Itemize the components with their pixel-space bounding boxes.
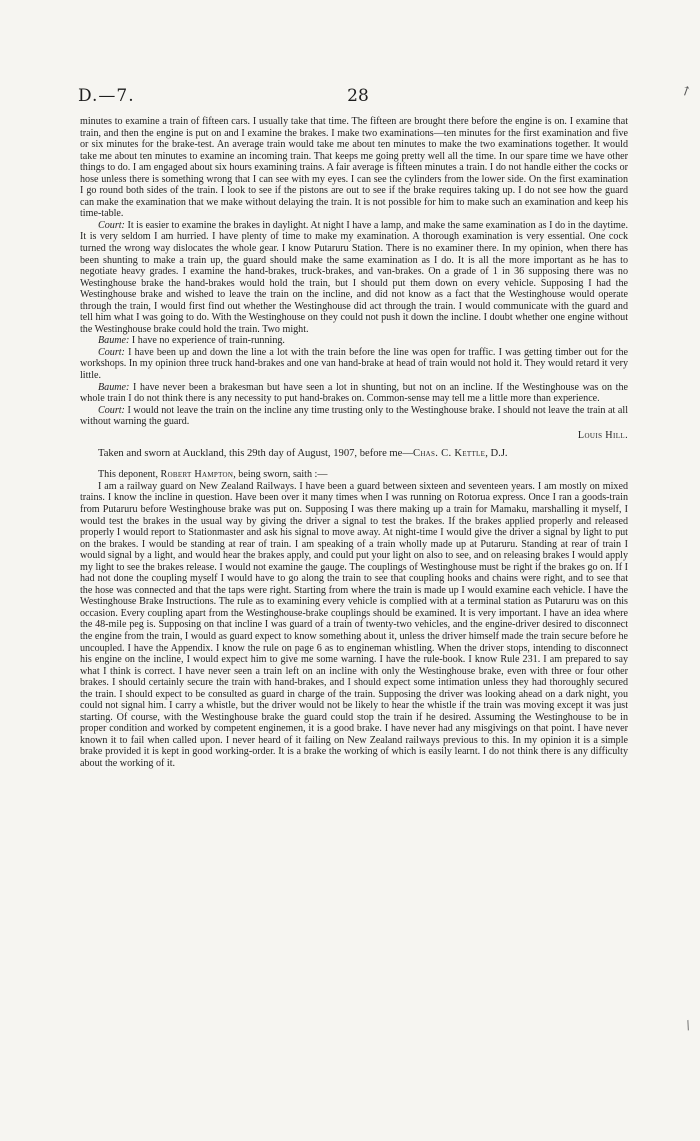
- deponent-introduction: This deponent, Robert Hampton, being sworn, saith :—: [98, 469, 328, 481]
- deponent-name: Robert Hampton: [160, 469, 234, 481]
- page-header: [78, 86, 638, 108]
- paragraph-court: Court: I would not leave the train on the incline any time trusting only to the Westinghouse brake. I should not leave the train at all without warning the guard.: [80, 404, 628, 428]
- paragraph-baume: Baume: I have never been a brakesman but have seen a lot in shunting, but not on an incline. If the Westinghouse was on the whole train I do not think there is any necessity to put hand-brakes on. Common-sense may tell me a little more than experience.: [80, 381, 628, 405]
- paragraph-continuation: minutes to examine a train of fifteen cars. I usually take that time. The fifteen are brought there before the engine is on. I examine that train, and then the engine is put on and I examine the brakes. I make two examinations—ten minutes for the first examination and five or six minutes for the brake-test. An average train would take me about ten minutes to make the two examinations together. It would take me about ten minutes to examine an incoming train. That keeps me going pretty well all the time. In our spare time we have other things to do. I am engaged about six hours examining trains. A fair average is fifteen minutes a train. I do not handle either the cocks or hose unless there is something wrong that I can see with my eyes. I can see the cylinders from the lower side. On the first examination I go round both sides of the train. I look to see if the pistons are out to see if the brake requires taking up. I do not see how the guard can make the examination that we make without delaying the train. It is not possible for him to make such an examination and keep his time-table.: [80, 116, 628, 220]
- edge-pencil-mark: ∕: [683, 1017, 693, 1033]
- page-number: 28: [347, 86, 369, 106]
- paragraph-court: Court: It is easier to examine the brakes in daylight. At night I have a lamp, and make the same examination as I do in the daytime. It is very seldom I am hurried. I have plenty of time to make my examination. A thorough examination is very essential. One cock turned the wrong way dislocates the whole gear. I know Putaruru Station. There is no examiner there. In my opinion, when there has been shunting to make a train up, the guard should make the same examination as I do. It is all the more important as he has to negotiate heavy grades. I examine the hand-brakes, truck-brakes, and van-brakes. On a grade of 1 in 36 supposing there was no Westinghouse brake the hand-brakes would hold the train, but I should put them down on every vehicle. Supposing I had the Westinghouse brake and wished to leave the train on the incline, and did not know as a fact that the Westinghouse would operate through the train, I would first find out whether the Westinghouse did act through the train. I would communicate with the guard and tell him what I was going to do. With the Westinghouse on they could not push it down the incline. I doubt whether one engine without the Westinghouse brake could hold the train. Two might.: [80, 219, 628, 335]
- speaker-label: Court:: [98, 219, 125, 231]
- sworn-statement: Taken and sworn at Auckland, this 29th day of August, 1907, before me—Chas. C. Kettle, D.J.: [98, 448, 508, 460]
- speaker-label: Court:: [98, 404, 125, 416]
- witness-signature: Louis Hill.: [577, 429, 628, 441]
- speaker-label: Court:: [98, 346, 125, 358]
- paragraph-testimony: I am a railway guard on New Zealand Railways. I have been a guard between sixteen and seventeen years. I am mostly on mixed trains. I know the incline in question. Have been over it many times when I was running on Rotorua express. Once I ran a goods-train from Putaruru before Westinghouse brake was put on. Supposing I was there making up a train for Mamaku, marshalling it myself, I would test the brakes in the usual way by giving the driver a signal to test the brakes. If the brakes applied properly and released properly I would report to Stationmaster and ask his signal to move away. At night-time I would give the driver a signal by light to put on the brakes. I would be standing at rear of train. I am speaking of a train wholly made up at Putaruru. Standing at rear of train I would signal by a light, and would hear the brakes apply, and could put your light on also to see, and on releasing brakes I would apply my light to see the brakes release. I would not examine the gauge. The couplings of Westinghouse must be right if the brakes go on. If I had not done the coupling myself I would have to go along the train to see that coupling hooks and chains were right, and to see that the hose was connected and that the taps were right. Starting from where the train is made up I would examine each vehicle. I have the Westinghouse Brake Instructions. The rule as to examining every vehicle is complied with at a terminal station as Putaruru was on this occasion. Every coupling apart from the Westinghouse-brake couplings should be examined. It is very important. I have an idea where the 48-mile peg is. Supposing on that incline I was guard of a train of twenty-two vehicles, and the engine-driver desired to disconnect the engine from the train, I would as guard expect to know something about it, unless the driver himself made the train secure before he uncoupled. I have the Appendix. I know the rule on page 6 as to engineman whistling. When the driver stops, intending to disconnect his engine on the incline, I would expect him to give me some warning. I have the rule-book. I know Rule 231. I am prepared to say what I think is correct. I have never seen a train left on an incline with only the Westinghouse brake, even with three or four other brakes. I should certainly secure the train with hand-brakes, and I should expect some intimation unless they had thoroughly secured the train. I should expect to be consulted as guard in charge of the train. Supposing the driver was looking ahead on a dark night, you could not signal him. I carry a whistle, but the driver would not be likely to hear the whistle if the train was moving except it was just starting. Of course, with the Westinghouse brake the guard could stop the train if he desired. Assuming the Westinghouse to be in proper condition and worked by competent enginemen, it is a good brake. I have never had any misgivings on that point. I have never known it to fail when called upon. I never heard of it failing on New Zealand railways previous to this. In my opinion it is a simple brake provided it is kept in good working-order. It is a brake the working of which is easily learnt. I do not think there is any difficulty about the working of it.: [80, 480, 628, 769]
- margin-pencil-mark: ↗: [678, 82, 695, 101]
- paragraph-baume: Baume: I have no experience of train-running.: [98, 335, 285, 347]
- paragraph-court: Court: I have been up and down the line a lot with the train before the line was open for traffic. I was getting timber out for the workshops. In my opinion three truck hand-brakes and one van hand-brake at head of train would not hold it. They would retard it very little.: [80, 346, 628, 382]
- magistrate-name: Chas. C. Kettle: [412, 448, 486, 460]
- body-text: [80, 116, 628, 770]
- speaker-label: Baume:: [98, 381, 130, 393]
- document-reference: D.—7.: [78, 86, 135, 106]
- speaker-label: Baume:: [98, 335, 130, 347]
